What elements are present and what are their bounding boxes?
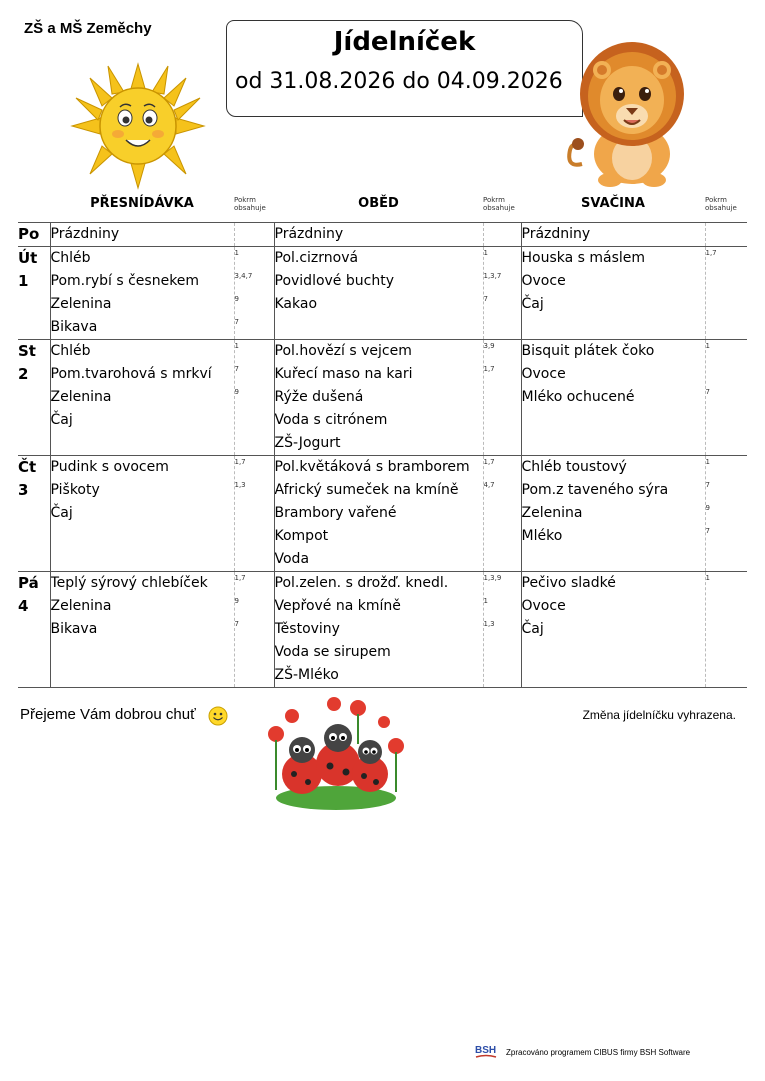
- allergen-codes: [484, 548, 521, 571]
- snack-allergens-cell: [705, 456, 747, 572]
- dish-name: Těstoviny: [274, 621, 340, 637]
- lunch-allergens-cell: [483, 572, 521, 688]
- allergen-header: Pokrm obsahuje: [234, 196, 274, 223]
- day-number: 2: [18, 365, 29, 383]
- allergen-codes: 9: [234, 388, 239, 396]
- allergen-codes: 1,3,7: [483, 272, 502, 280]
- snack-cell: [521, 456, 705, 572]
- dish-name: Bisquit plátek čoko: [521, 343, 655, 359]
- allergen-codes: 1: [705, 458, 710, 466]
- dish-name: Piškoty: [50, 482, 100, 498]
- allergen-codes: 7: [234, 365, 239, 373]
- title-box: [226, 20, 583, 117]
- allergen-codes: 7: [234, 318, 239, 326]
- allergen-codes: 1,3: [234, 481, 246, 489]
- snack-allergens-cell: [705, 223, 747, 247]
- dish-name: Prázdniny: [521, 226, 591, 242]
- snack-cell: [521, 223, 705, 247]
- dish-name: Zelenina: [50, 296, 112, 312]
- day-number: 1: [18, 272, 29, 290]
- smiley-icon: [208, 706, 228, 726]
- allergen-codes: [484, 223, 521, 246]
- dish-name: Povidlové buchty: [274, 273, 394, 289]
- day-cell: [18, 340, 50, 456]
- breakfast-cell: [50, 247, 234, 340]
- allergen-codes: 1,3,9: [483, 574, 502, 582]
- dish-name: Ovoce: [521, 273, 566, 289]
- day-row: [18, 223, 747, 247]
- dish-name: Čaj: [521, 296, 544, 312]
- allergen-codes: 1,7: [483, 458, 495, 466]
- dish-name: Čaj: [50, 412, 73, 428]
- breakfast-allergens-cell: [234, 247, 274, 340]
- dish-name: Prázdniny: [50, 226, 120, 242]
- dish-name: Ovoce: [521, 598, 566, 614]
- allergen-codes: 7: [483, 295, 488, 303]
- breakfast-cell: [50, 340, 234, 456]
- dish-name: Pudink s ovocem: [50, 459, 169, 475]
- change-note: Změna jídelníčku vyhrazena.: [582, 708, 736, 722]
- day-row: [18, 456, 747, 572]
- day-number: 3: [18, 481, 29, 499]
- dish-name: Chléb: [50, 343, 91, 359]
- dish-name: Chléb: [50, 250, 91, 266]
- day-cell: [18, 247, 50, 340]
- date-range: od 31.08.2026 do 04.09.2026: [235, 69, 563, 94]
- day-cell: [18, 223, 50, 247]
- sun-illustration: [68, 62, 208, 190]
- allergen-codes: [235, 223, 274, 246]
- snack-allergens-cell: [705, 572, 747, 688]
- processed-by-text: Zpracováno programem CIBUS firmy BSH Software: [506, 1047, 691, 1057]
- lunch-header: OBĚD: [274, 196, 483, 223]
- dish-name: Pom.rybí s česnekem: [50, 273, 200, 289]
- lion-illustration: [562, 36, 700, 188]
- allergen-codes: 1,3: [483, 620, 495, 628]
- dish-name: Prázdniny: [274, 226, 344, 242]
- allergen-codes: [484, 432, 521, 455]
- logo-text: BSH: [475, 1045, 497, 1056]
- dish-name: Pol.zelen. s drožď. knedl.: [274, 575, 449, 591]
- dish-name: Pol.cizrnová: [274, 250, 359, 266]
- dish-name: Bikava: [50, 621, 98, 637]
- day-row: [18, 572, 747, 688]
- lunch-allergens-cell: [483, 456, 521, 572]
- day-abbr: Po: [18, 225, 40, 243]
- dish-name: Pol.květáková s bramborem: [274, 459, 470, 475]
- day-abbr: Út: [18, 249, 38, 267]
- dish-name: Kuřecí maso na kari: [274, 366, 413, 382]
- allergen-codes: [235, 409, 274, 432]
- corner-cell: [18, 196, 50, 223]
- allergen-codes: [484, 525, 521, 548]
- day-number: 4: [18, 597, 29, 615]
- breakfast-cell: [50, 223, 234, 247]
- dish-name: Africký sumeček na kmíně: [274, 482, 459, 498]
- snack-cell: [521, 572, 705, 688]
- breakfast-allergens-cell: [234, 223, 274, 247]
- dish-name: Voda: [274, 551, 310, 567]
- allergen-codes: [235, 502, 274, 525]
- allergen-codes: 1: [234, 342, 239, 350]
- dish-name: Chléb toustový: [521, 459, 627, 475]
- menu-table: [18, 196, 747, 688]
- allergen-codes: 1,7: [234, 458, 246, 466]
- allergen-header: Pokrm obsahuje: [705, 196, 747, 223]
- allergen-codes: 1: [705, 342, 710, 350]
- menu-body: [18, 223, 747, 688]
- allergen-codes: [706, 223, 748, 246]
- snack-allergens-cell: [705, 340, 747, 456]
- lunch-allergens-cell: [483, 340, 521, 456]
- allergen-codes: 1: [234, 249, 239, 257]
- snack-allergens-cell: [705, 247, 747, 340]
- wish-text: Přejeme Vám dobrou chuť: [20, 706, 196, 723]
- dish-name: Brambory vařené: [274, 505, 397, 521]
- allergen-codes: 7: [705, 388, 710, 396]
- dish-name: Teplý sýrový chlebíček: [50, 575, 208, 591]
- dish-name: Čaj: [50, 505, 73, 521]
- dish-name: Zelenina: [50, 389, 112, 405]
- dish-name: ZŠ-Jogurt: [274, 435, 341, 451]
- day-abbr: Pá: [18, 574, 39, 592]
- allergen-codes: [484, 664, 521, 687]
- dish-name: Zelenina: [521, 505, 583, 521]
- allergen-codes: 1: [705, 574, 710, 582]
- breakfast-allergens-cell: [234, 572, 274, 688]
- allergen-codes: 1,7: [234, 574, 246, 582]
- snack-cell: [521, 340, 705, 456]
- ladybugs-illustration: [262, 694, 410, 812]
- breakfast-allergens-cell: [234, 456, 274, 572]
- allergen-codes: 7: [705, 481, 710, 489]
- dish-name: Kompot: [274, 528, 329, 544]
- dish-name: Bikava: [50, 319, 98, 335]
- allergen-codes: 3,9: [483, 342, 495, 350]
- allergen-header: Pokrm obsahuje: [483, 196, 521, 223]
- day-cell: [18, 456, 50, 572]
- snack-header: SVAČINA: [521, 196, 705, 223]
- allergen-codes: [484, 409, 521, 432]
- allergen-codes: 4,7: [483, 481, 495, 489]
- day-row: [18, 340, 747, 456]
- allergen-codes: 9: [234, 295, 239, 303]
- bsh-logo-icon: [474, 1042, 498, 1062]
- dish-name: Voda s citrónem: [274, 412, 388, 428]
- dish-name: Čaj: [521, 621, 544, 637]
- allergen-codes: 7: [234, 620, 239, 628]
- day-cell: [18, 572, 50, 688]
- breakfast-cell: [50, 456, 234, 572]
- dish-name: Pom.z taveného sýra: [521, 482, 669, 498]
- dish-name: Houska s máslem: [521, 250, 646, 266]
- breakfast-header: PŘESNÍDÁVKA: [50, 196, 234, 223]
- allergen-codes: 9: [705, 504, 710, 512]
- lunch-cell: [274, 456, 483, 572]
- lunch-cell: [274, 572, 483, 688]
- breakfast-allergens-cell: [234, 340, 274, 456]
- dish-name: Pol.hovězí s vejcem: [274, 343, 412, 359]
- dish-name: Zelenina: [50, 598, 112, 614]
- allergen-codes: 7: [705, 527, 710, 535]
- lunch-cell: [274, 247, 483, 340]
- allergen-codes: 1: [483, 597, 488, 605]
- lunch-cell: [274, 340, 483, 456]
- allergen-codes: [484, 641, 521, 664]
- breakfast-cell: [50, 572, 234, 688]
- school-name: ZŠ a MŠ Zeměchy: [24, 20, 152, 37]
- allergen-codes: [706, 618, 748, 641]
- allergen-codes: 1,7: [705, 249, 717, 257]
- dish-name: Mléko ochucené: [521, 389, 635, 405]
- dish-name: ZŠ-Mléko: [274, 667, 339, 683]
- allergen-codes: [484, 386, 521, 409]
- snack-cell: [521, 247, 705, 340]
- allergen-codes: 9: [234, 597, 239, 605]
- allergen-codes: 3,4,7: [234, 272, 253, 280]
- allergen-codes: 1: [483, 249, 488, 257]
- dish-name: Kakao: [274, 296, 318, 312]
- page-title: Jídelníček: [333, 27, 476, 57]
- lunch-cell: [274, 223, 483, 247]
- footer: [474, 1042, 690, 1062]
- dish-name: Ovoce: [521, 366, 566, 382]
- dish-name: Vepřové na kmíně: [274, 598, 401, 614]
- lunch-allergens-cell: [483, 247, 521, 340]
- day-abbr: Čt: [18, 458, 37, 476]
- allergen-codes: [706, 293, 748, 316]
- dish-name: Pečivo sladké: [521, 575, 616, 591]
- allergen-codes: [706, 595, 748, 618]
- dish-name: Voda se sirupem: [274, 644, 391, 660]
- allergen-codes: [706, 270, 748, 293]
- lunch-allergens-cell: [483, 223, 521, 247]
- dish-name: Pom.tvarohová s mrkví: [50, 366, 212, 382]
- allergen-codes: [706, 363, 748, 386]
- day-row: [18, 247, 747, 340]
- allergen-codes: 1,7: [483, 365, 495, 373]
- dish-name: Rýže dušená: [274, 389, 364, 405]
- dish-name: Mléko: [521, 528, 563, 544]
- allergen-codes: [484, 502, 521, 525]
- day-abbr: St: [18, 342, 36, 360]
